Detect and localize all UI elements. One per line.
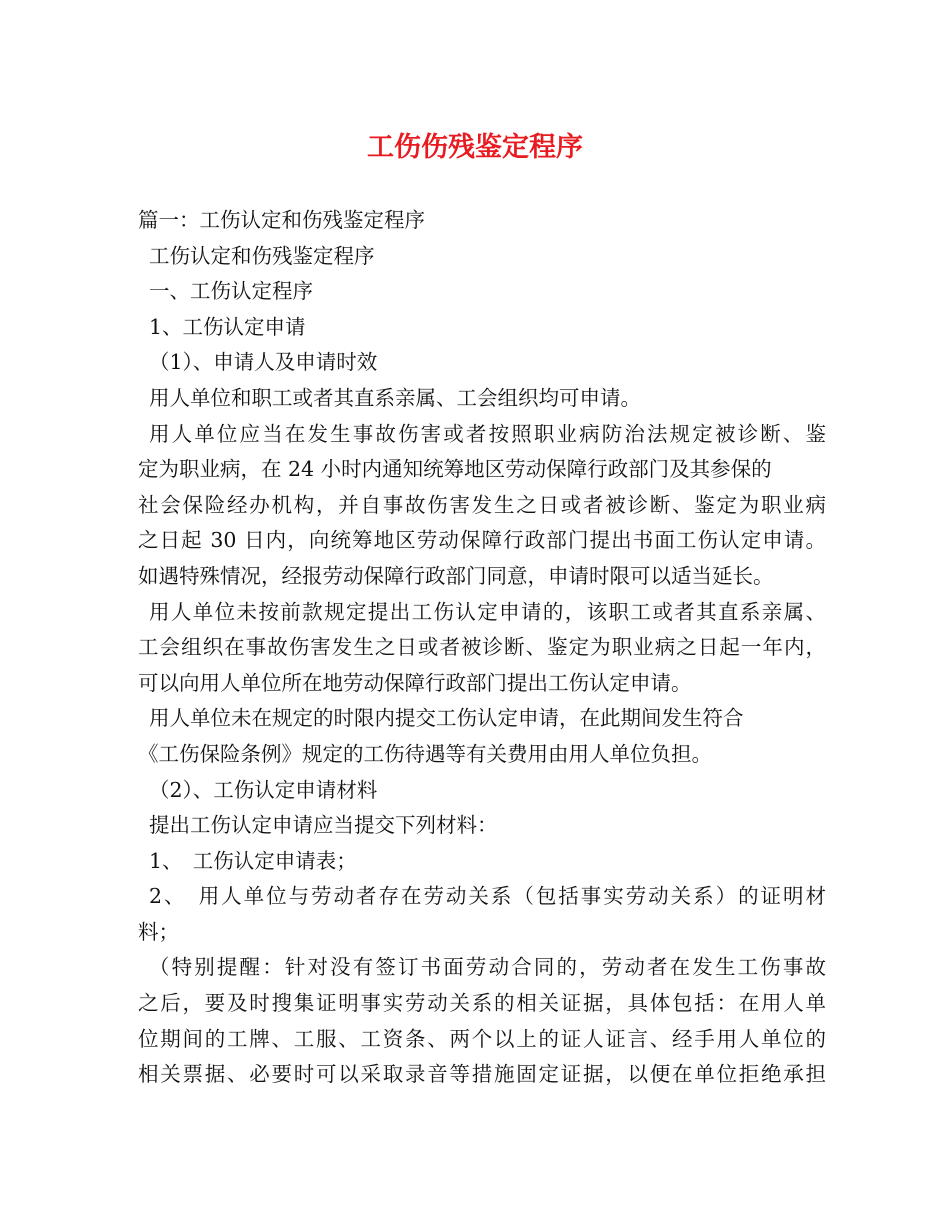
paragraph-line: 定为职业病，在 24 小时内通知统筹地区劳动保障行政部门及其参保的 xyxy=(138,457,772,482)
paragraph-line: 提出工伤认定申请应当提交下列材料： xyxy=(149,813,498,838)
paragraph-line: 工会组织在事故伤害发生之日或者被诊断、鉴定为职业病之日起一年内， xyxy=(138,635,826,660)
document-body xyxy=(138,203,826,1093)
paragraph-line: 之日起 30 日内，向统筹地区劳动保障行政部门提出书面工伤认定申请。 xyxy=(138,528,826,553)
paragraph-line: （特别提醒：针对没有签订书面劳动合同的，劳动者在发生工伤事故 xyxy=(149,955,826,980)
paragraph-line: 1、 工伤认定申请表； xyxy=(149,848,357,873)
paragraph-line: 用人单位未按前款规定提出工伤认定申请的，该职工或者其直系亲属、 xyxy=(149,599,826,624)
paragraph-line: （2）、工伤认定申请材料 xyxy=(149,777,378,802)
paragraph-line: 如遇特殊情况，经报劳动保障行政部门同意，申请时限可以适当延长。 xyxy=(138,563,774,588)
paragraph-line: 《工伤保险条例》规定的工伤待遇等有关费用由用人单位负担。 xyxy=(138,741,712,766)
paragraph-line: 用人单位和职工或者其直系亲属、工会组织均可申请。 xyxy=(149,385,641,410)
paragraph-line: （1）、申请人及申请时效 xyxy=(149,350,378,375)
paragraph-line: 之后，要及时搜集证明事实劳动关系的相关证据，具体包括：在用人单 xyxy=(138,991,826,1016)
paragraph-line: 社会保险经办机构，并自事故伤害发生之日或者被诊断、鉴定为职业病 xyxy=(138,492,826,517)
paragraph-line: 1、工伤认定申请 xyxy=(149,314,306,339)
paragraph-line: 一、工伤认定程序 xyxy=(149,279,313,304)
paragraph-line: 用人单位应当在发生事故伤害或者按照职业病防治法规定被诊断、鉴 xyxy=(149,421,826,446)
paragraph-line: 工伤认定和伤残鉴定程序 xyxy=(149,243,375,268)
paragraph-line: 篇一：工伤认定和伤残鉴定程序 xyxy=(138,208,425,232)
paragraph-line: 相关票据、必要时可以采取录音等措施固定证据，以便在单位拒绝承担 xyxy=(138,1062,826,1087)
paragraph-line: 可以向用人单位所在地劳动保障行政部门提出工伤认定申请。 xyxy=(138,670,692,695)
paragraph-line: 2、 用人单位与劳动者存在劳动关系（包括事实劳动关系）的证明材 xyxy=(149,884,826,909)
document-title: 工伤伤残鉴定程序 xyxy=(367,132,583,163)
paragraph-line: 料； xyxy=(138,919,179,944)
paragraph-line: 位期间的工牌、工服、工资条、两个以上的证人证言、经手用人单位的 xyxy=(138,1026,826,1051)
paragraph-line: 用人单位未在规定的时限内提交工伤认定申请，在此期间发生符合 xyxy=(149,706,744,731)
